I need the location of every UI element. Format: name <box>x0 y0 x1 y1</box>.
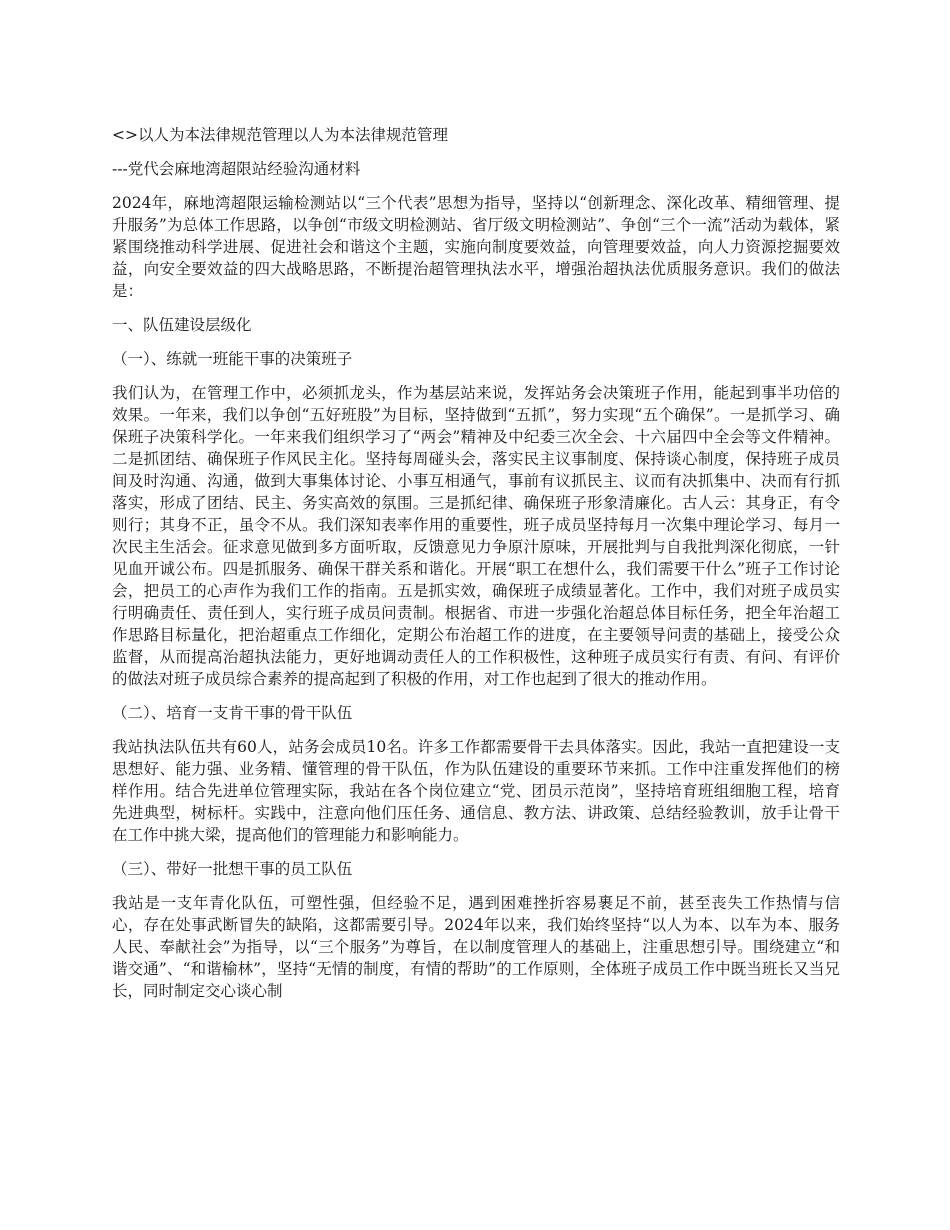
section-heading-1: 一、队伍建设层级化 <box>112 316 252 334</box>
subsection-heading-2: （二）、培育一支肯干事的骨干队伍 <box>112 704 353 722</box>
subsection-heading-1: （一）、练就一班能干事的决策班子 <box>112 350 353 368</box>
subsection-heading-3: （三）、带好一批想干事的员工队伍 <box>112 860 353 878</box>
intro-paragraph: 2024年，麻地湾超限运输检测站以“三个代表”思想为指导，坚持以“创新理念、深化改革、精细管理、提升服务”为总体工作思路，以争创“市级文明检测站、省厅级文明检测站”、争创“三个一流”活动为载体，紧紧围绕推动科学进展、促进社会和谐这个主题，实施向制度要效益，向管理要效益，向人力资源挖掘要效益，向安全要效益的四大战略思路，不断提治超管理执法水平，增强治超执法优质服务意识。我们的做法是： <box>112 194 840 300</box>
document-title: <>以人为本法律规范管理以人为本法律规范管理 <box>112 126 448 144</box>
document-subtitle: ---党代会麻地湾超限站经验沟通材料 <box>112 160 361 178</box>
subsection-body-1: 我们认为，在管理工作中，必须抓龙头，作为基层站来说，发挥站务会决策班子作用，能起到事半功倍的效果。一年来，我们以争创“五好班股”为目标，坚持做到“五抓”，努力实现“五个确保”。一是抓学习、确保班子决策科学化。一年来我们组织学习了“两会”精神及中纪委三次全会、十六届四中全会等文件精神。二是抓团结、确保班子作风民主化。坚持每周碰头会，落实民主议事制度、保持谈心制度，保持班子成员间及时沟通、沟通，做到大事集体讨论、小事互相通气，事前有议抓民主、议而有决抓集中、决而有行抓落实，形成了团结、民主、务实高效的氛围。三是抓纪律、确保班子形象清廉化。古人云：其身正，有令则行；其身不正，虽令不从。我们深知表率作用的重要性，班子成员坚持每月一次集中理论学习、每月一次民主生活会。征求意见做到多方面听取，反馈意见力争原汁原味，开展批判与自我批判深化彻底，一针见血开诚公布。四是抓服务、确保干群关系和谐化。开展“职工在想什么，我们需要干什么”班子工作讨论会，把员工的心声作为我们工作的指南。五是抓实效，确保班子成绩显著化。工作中，我们对班子成员实行明确责任、责任到人，实行班子成员问责制。根据省、市进一步强化治超总体目标任务，把全年治超工作思路目标量化，把治超重点工作细化，定期公布治超工作的进度，在主要领导问责的基础上，接受公众监督，从而提高治超执法能力，更好地调动责任人的工作积极性，这种班子成员实行有责、有问、有评价的做法对班子成员综合素养的提高起到了积极的作用，对工作也起到了很大的推动作用。 <box>112 384 840 688</box>
subsection-body-3: 我站是一支年青化队伍，可塑性强，但经验不足，遇到困难挫折容易裹足不前，甚至丧失工作热情与信心，存在处事武断冒失的缺陷，这都需要引导。2024年以来，我们始终坚持“以人为本、以车为本、服务人民、奉献社会”为指导，以“三个服务”为尊旨，在以制度管理人的基础上，注重思想引导。围绕建立“和谐交通”、“和谐榆林”，坚持“无情的制度，有情的帮助”的工作原则，全体班子成员工作中既当班长又当兄长，同时制定交心谈心制 <box>112 894 840 1000</box>
document-page <box>112 124 840 1014</box>
subsection-body-2: 我站执法队伍共有60人，站务会成员10名。许多工作都需要骨干去具体落实。因此，我站一直把建设一支思想好、能力强、业务精、懂管理的骨干队伍，作为队伍建设的重要环节来抓。工作中注重发挥他们的榜样作用。结合先进单位管理实际，我站在各个岗位建立“党、团员示范岗”，坚持培育班组细胞工程，培育先进典型，树标杆。实践中，注意向他们压任务、通信息、教方法、讲政策、总结经验教训，放手让骨干在工作中挑大梁，提高他们的管理能力和影响能力。 <box>112 738 840 844</box>
